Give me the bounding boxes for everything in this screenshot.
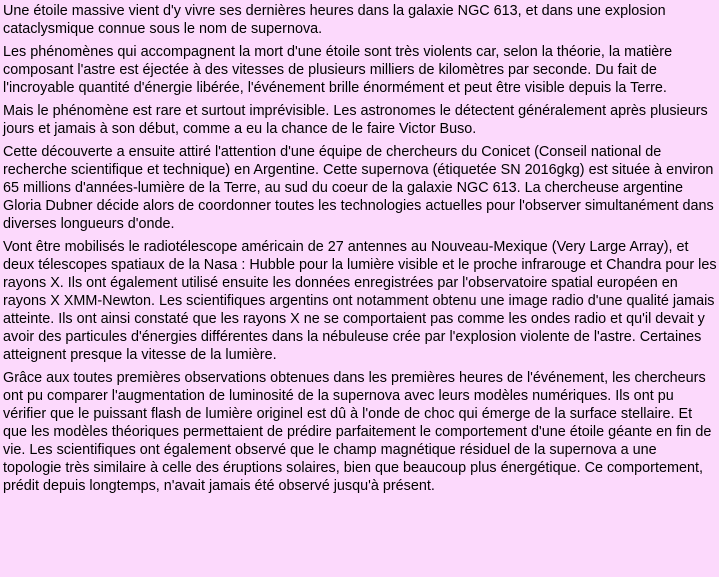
paragraph-observations: Grâce aux toutes premières observations obtenues dans les premières heures de l'événement, les chercheurs ont pu comparer l'augmentation de luminosité de la supernova avec leurs modèles numériques. Ils ont pu vérifier que le puissant flash de lumière originel est dû à l'onde de choc qui émerge de la surface stellaire. Et que les modèles théoriques permettaient de prédire parfaitement le comportement d'une étoile géante en fin de vie. Les scientifiques ont également observé que le champ magnétique résiduel de la supernova a une topologie très similaire à celle des éruptions solaires, bien que beaucoup plus énergétique. Ce comportement, prédit depuis longtemps, n'avait jamais été observé jusqu'à présent. xyxy=(3,370,712,494)
paragraph-telescopes: Vont être mobilisés le radiotélescope américain de 27 antennes au Nouveau-Mexique (Very Large Array), et deux télescopes spatiaux de la Nasa : Hubble pour la lumière visible et le proche infrarouge et Chandra pour les rayons X. Ils ont également utilisé ensuite les données enregistrées par l'observatoire spatial européen en rayons X XMM-Newton. Les scientifiques argentins ont notamment obtenu une image radio d'une qualité jamais atteinte. Ils ont ainsi constaté que les rayons X ne se comportaient pas comme les ondes radio et qu'il devait y avoir des particules d'énergies différentes dans la nébuleuse crée par l'explosion violente de l'astre. Certaines atteignent presque la vitesse de la lumière. xyxy=(3,239,717,363)
paragraph-rarity: Mais le phénomène est rare et surtout imprévisible. Les astronomes le détectent généralement après plusieurs jours et jamais à son début, comme a eu la chance de le faire Victor Buso. xyxy=(3,103,708,137)
paragraph-discovery: Cette découverte a ensuite attiré l'attention d'une équipe de chercheurs du Conicet (Conseil national de recherche scientifique et technique) en Argentine. Cette supernova (étiquetée SN 2016gkg) est située à environ 65 millions d'années-lumière de la Terre, au sud du coeur de la galaxie NGC 613. La chercheuse argentine Gloria Dubner décide alors de coordonner toutes les technologies actuelles pour l'observer simultanément dans diverses longueurs d'onde. xyxy=(3,144,714,232)
paragraph-phenomena: Les phénomènes qui accompagnent la mort d'une étoile sont très violents car, selon la théorie, la matière composant l'astre est éjectée à des vitesses de plusieurs milliers de kilomètres par seconde. Du fait de l'incroyable quantité d'énergie libérée, l'événement brille énormément et peut être visible depuis la Terre. xyxy=(3,44,673,96)
paragraph-intro: Une étoile massive vient d'y vivre ses dernières heures dans la galaxie NGC 613, et dans une explosion cataclysmique connue sous le nom de supernova. xyxy=(3,3,666,37)
